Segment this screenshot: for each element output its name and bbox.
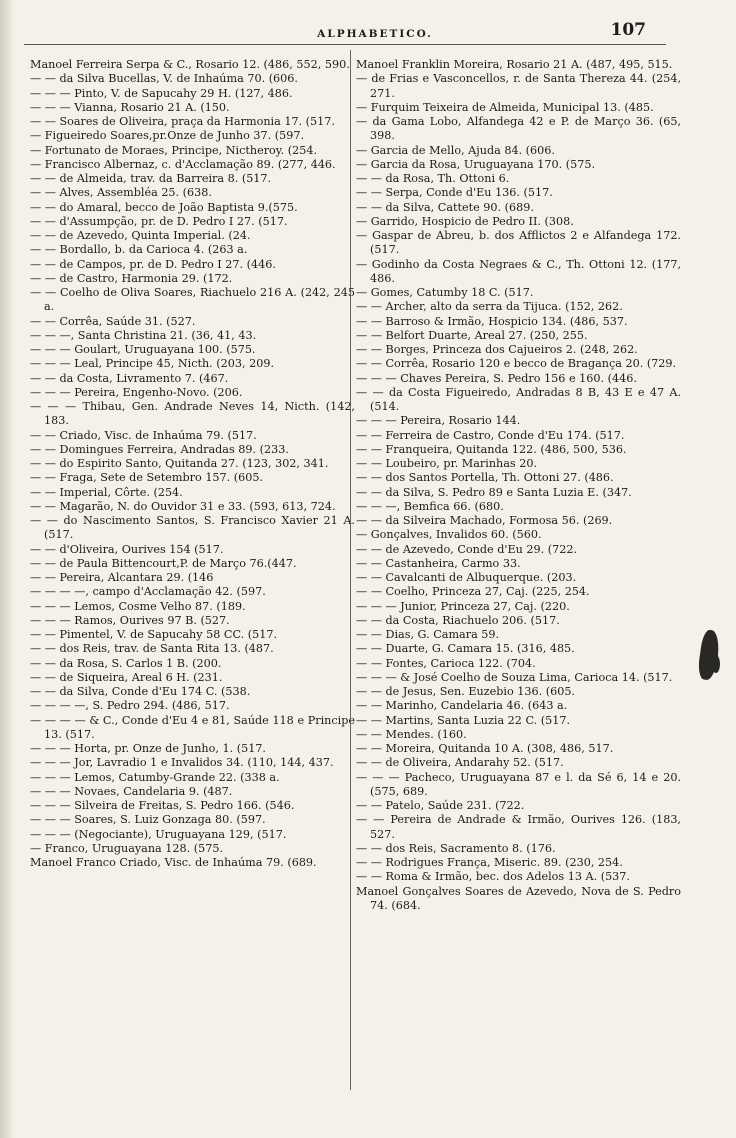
directory-entry: — — Fraga, Sete de Setembro 157. (605. [30,471,264,485]
directory-entry: — — de Jesus, Sen. Euzebio 136. (605. [356,685,575,698]
directory-entry: — — Pimentel, V. de Sapucahy 58 CC. (517. [30,628,278,641]
directory-entry: — — — Silveira de Freitas, S. Pedro 166. (546. [30,799,295,812]
directory-entry: — — — Pacheco, Uruguayana 87 e l. da Sé 6, 14 e 20. (575, 689. [356,770,681,798]
ink-blot-small [712,655,720,673]
directory-entry: — — de Campos, pr. de D. Pedro I 27. (446. [30,257,276,271]
directory-entry: — — da Rosa, S. Carlos 1 B. (200. [30,656,222,670]
directory-entry: — — Coelho, Princeza 27, Caj. (225, 254. [356,585,590,599]
directory-entry: — — Belfort Duarte, Areal 27. (250, 255. [356,328,588,342]
directory-entry: — Figueiredo Soares,pr.Onze de Junho 37. (597. [30,129,305,143]
directory-entry: — Garcia de Mello, Ajuda 84. (606. [356,143,555,157]
directory-entry: — — Marinho, Candelaria 46. (643 a. [356,699,568,713]
directory-entry: — — — Lemos, Cosme Velho 87. (189. [30,599,246,613]
directory-entry: — Gomes, Catumby 18 C. (517. [356,286,534,299]
column-divider [350,50,351,1090]
directory-entry: — — — Jor, Lavradio 1 e Invalidos 34. (110, 144, 437. [30,756,334,770]
directory-entry: — — Roma & Irmão, bec. dos Adelos 13 A. (537. [356,870,630,884]
directory-entry: — — Corrêa, Saúde 31. (527. [30,314,196,328]
directory-entry: — — da Silva, Conde d'Eu 174 C. (538. [30,685,251,698]
header-rule [24,44,666,45]
directory-entry: Manoel Gonçalves Soares de Azevedo, Nova de S. Pedro 74. (684. [356,884,681,912]
directory-entry: — — —, Bemfica 66. (680. [356,499,504,513]
directory-entry: — — Coelho de Oliva Soares, Riachuelo 216 A. (242, 245 a. [30,286,355,314]
directory-entry: — — — (Negociante), Uruguayana 129, (517. [30,827,287,841]
running-header-title: ALPHABETICO. [317,28,433,40]
directory-entry: — Franco, Uruguayana 128. (575. [30,841,224,855]
directory-entry: — — — Pereira, Rosario 144. [356,414,521,428]
directory-entry: — — Domingues Ferreira, Andradas 89. (233. [30,442,289,456]
directory-entry: — — de Oliveira, Andarahy 52. (517. [356,756,564,770]
directory-entry: — — dos Reis, trav. de Santa Rita 13. (487. [30,642,274,656]
directory-entry: — Gonçalves, Invalidos 60. (560. [356,528,542,542]
directory-entry: — — Magarão, N. do Ouvidor 31 e 33. (593, 613, 724. [30,499,336,513]
directory-entry: — — Fontes, Carioca 122. (704. [356,656,536,670]
directory-entry: — — Pereira de Andrade & Irmão, Ourives 126. (183, 527. [356,813,681,841]
directory-entry: — — — Vianna, Rosario 21 A. (150. [30,100,230,114]
directory-entry: — Gaspar de Abreu, b. dos Afflictos 2 e Alfandega 172. (517. [356,229,681,257]
directory-entry: — — da Silva, S. Pedro 89 e Santa Luzia E. (347. [356,485,632,499]
directory-entry: — — Corrêa, Rosario 120 e becco de Bragança 20. (729. [356,357,677,371]
directory-entry: — — Soares de Oliveira, praça da Harmonia 17. (517. [30,115,335,128]
directory-entry: — — Patelo, Saúde 231. (722. [356,799,525,812]
directory-entry: — — de Castro, Harmonia 29. (172. [30,271,233,285]
directory-entry: — da Gama Lobo, Alfandega 42 e P. de Março 36. (65, 398. [356,115,681,143]
directory-entry: — — Moreira, Quitanda 10 A. (308, 486, 517. [356,742,614,755]
directory-entry: — — de Azevedo, Quinta Imperial. (24. [30,229,251,242]
directory-entry: — — — Leal, Principe 45, Nicth. (203, 209. [30,357,275,371]
directory-entry: — — da Costa, Riachuelo 206. (517. [356,613,560,627]
directory-entry: — — Pereira, Alcantara 29. (146 [30,571,214,584]
directory-entry: — — da Rosa, Th. Ottoni 6. [356,172,510,185]
directory-entry: — — Cavalcanti de Albuquerque. (203. [356,571,577,584]
directory-entry: — — de Siqueira, Areal 6 H. (231. [30,670,223,684]
directory-entry: — — — Pereira, Engenho-Novo. (206. [30,385,243,399]
directory-entry: — — da Silveira Machado, Formosa 56. (269. [356,514,613,527]
directory-entry: — — Dias, G. Camara 59. [356,628,500,641]
directory-entry: — — d'Oliveira, Ourives 154 (517. [30,542,224,556]
directory-entry: — — — Ramos, Ourives 97 B. (527. [30,613,230,627]
directory-entry: — — Barroso & Irmão, Hospicio 134. (486, 537. [356,314,628,328]
directory-entry: — — Ferreira de Castro, Conde d'Eu 174. (517. [356,428,625,442]
right-column [356,58,681,913]
directory-entry: — — Rodrigues França, Miseric. 89. (230, 254. [356,856,623,869]
directory-entry: — — — Lemos, Catumby-Grande 22. (338 a. [30,770,280,784]
directory-entry: — — Duarte, G. Camara 15. (316, 485. [356,642,575,656]
directory-entry: — — Castanheira, Carmo 33. [356,556,521,570]
directory-entry: — de Frias e Vasconcellos, r. de Santa Thereza 44. (254, 271. [356,72,681,100]
directory-entry: — — Martins, Santa Luzia 22 C. (517. [356,713,571,727]
directory-entry: Manoel Franklin Moreira, Rosario 21 A. (487, 495, 515. [356,58,673,71]
directory-entry: — — — Pinto, V. de Sapucahy 29 H. (127, 486. [30,86,293,100]
directory-entry: — — dos Santos Portella, Th. Ottoni 27. (486. [356,471,614,485]
directory-entry: — — — & José Coelho de Souza Lima, Carioca 14. (517. [356,670,673,684]
directory-entry: — — da Costa Figueiredo, Andradas 8 B, 43 E e 47 A. (514. [356,385,681,413]
directory-entry: — — do Amaral, becco de João Baptista 9.(575. [30,200,298,214]
directory-entry: — Garcia da Rosa, Uruguayana 170. (575. [356,157,596,171]
directory-entry: — — Archer, alto da serra da Tijuca. (152, 262. [356,300,623,314]
directory-entry: — — de Azevedo, Conde d'Eu 29. (722. [356,542,577,556]
page-binding-edge [0,0,14,1138]
directory-entry: — Francisco Albernaz, c. d'Acclamação 89. (277, 446. [30,157,336,171]
directory-entry: Manoel Ferreira Serpa & C., Rosario 12. (486, 552, 590. [30,58,350,71]
directory-entry: Manoel Franco Criado, Visc. de Inhaúma 79. (689. [30,856,317,869]
directory-entry: — Furquim Teixeira de Almeida, Municipal 13. (485. [356,100,654,114]
directory-entry: — — de Paula Bittencourt,P. de Março 76.(447. [30,556,297,570]
left-column [30,58,355,870]
directory-entry: — — do Espirito Santo, Quitanda 27. (123, 302, 341. [30,457,329,470]
directory-entry: — — — Horta, pr. Onze de Junho, 1. (517. [30,742,266,755]
directory-entry: — — — Chaves Pereira, S. Pedro 156 e 160. (446. [356,371,637,385]
directory-entry: — Godinho da Costa Negraes & C., Th. Ottoni 12. (177, 486. [356,257,681,285]
directory-entry: — — — Thibau, Gen. Andrade Neves 14, Nicth. (142, 183. [30,400,355,428]
directory-entry: — — dos Reis, Sacramento 8. (176. [356,841,556,855]
directory-entry: — — —, Santa Christina 21. (36, 41, 43. [30,328,257,342]
directory-entry: — — Imperial, Côrte. (254. [30,485,183,499]
directory-entry: — — do Nascimento Santos, S. Francisco Xavier 21 A. (517. [30,514,355,542]
directory-entry: — — — Goulart, Uruguayana 100. (575. [30,343,256,356]
directory-entry: — — Serpa, Conde d'Eu 136. (517. [356,186,553,200]
directory-entry: — — Loubeiro, pr. Marinhas 20. [356,457,538,470]
directory-entry: — — Mendes. (160. [356,727,467,741]
directory-entry: — Fortunato de Moraes, Principe, Nictheroy. (254. [30,143,318,157]
directory-entry: — — d'Assumpção, pr. de D. Pedro I 27. (517. [30,214,288,228]
directory-entry: — — — Soares, S. Luiz Gonzaga 80. (597. [30,813,266,827]
page-number: 107 [610,20,646,40]
directory-entry: — — — Junior, Princeza 27, Caj. (220. [356,599,570,613]
directory-entry: — — — —, campo d'Acclamação 42. (597. [30,585,266,599]
directory-entry: — — — — & C., Conde d'Eu 4 e 81, Saúde 118 e Principe 13. (517. [30,713,355,741]
directory-entry: — — Franqueira, Quitanda 122. (486, 500, 536. [356,442,627,456]
directory-entry: — — Bordallo, b. da Carioca 4. (263 a. [30,243,248,257]
directory-entry: — — — —, S. Pedro 294. (486, 517. [30,699,230,713]
directory-entry: — — da Silva Bucellas, V. de Inhaúma 70. (606. [30,72,298,86]
directory-entry: — — da Silva, Cattete 90. (689. [356,200,534,214]
directory-entry: — — de Almeida, trav. da Barreira 8. (517. [30,172,272,185]
directory-entry: — Garrido, Hospicio de Pedro II. (308. [356,214,574,228]
directory-entry: — — da Costa, Livramento 7. (467. [30,371,229,385]
directory-entry: — — — Novaes, Candelaria 9. (487. [30,784,233,798]
directory-entry: — — Borges, Princeza dos Cajueiros 2. (248, 262. [356,343,638,356]
directory-entry: — — Criado, Visc. de Inhaúma 79. (517. [30,428,257,442]
directory-entry: — — Alves, Assembléa 25. (638. [30,186,212,200]
